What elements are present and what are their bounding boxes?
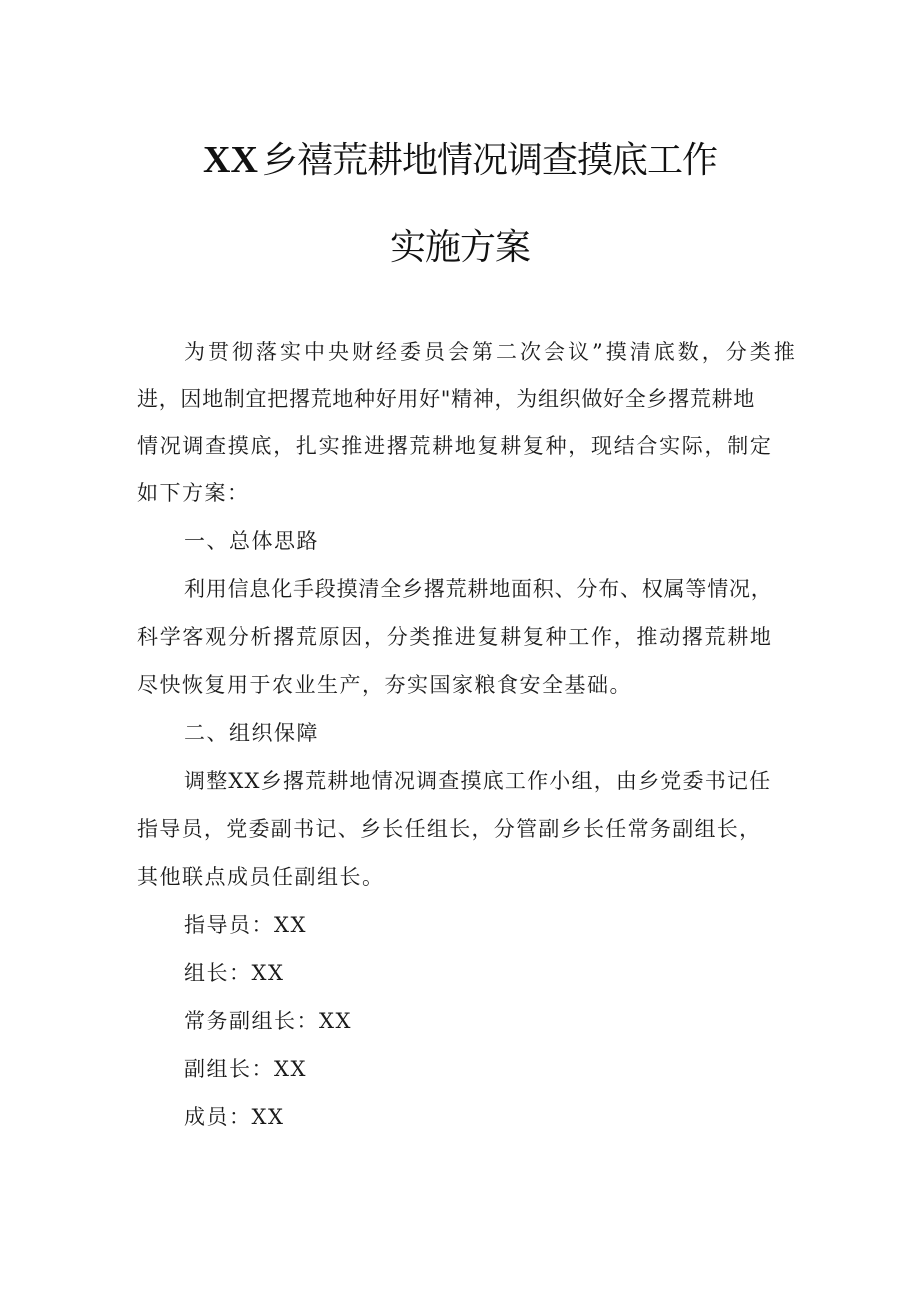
section-1-line-3: 尽快恢复用于农业生产，夯实国家粮食安全基础。 xyxy=(137,673,632,697)
section-1-line-2: 科学客观分析撂荒原因，分类推进复耕复种工作，推动撂荒耕地 xyxy=(137,625,773,649)
intro-line-1: 为贯彻落实中央财经委员会第二次会议”摸清底数，分类推 xyxy=(184,340,798,364)
role-member: 成员：XX xyxy=(184,1105,285,1129)
section-2-line-2: 指导员，党委副书记、乡长任组长，分管副乡长任常务副组长， xyxy=(137,817,762,841)
document-title-line-1 xyxy=(0,138,920,183)
intro-line-3: 情况调查摸底，扎实推进撂荒耕地复耕复种，现结合实际，制定 xyxy=(137,434,773,458)
section-2-heading: 二、组织保障 xyxy=(184,721,319,745)
section-2-line-1: 调整XX乡撂荒耕地情况调查摸底工作小组，由乡党委书记任 xyxy=(184,769,772,793)
role-instructor: 指导员：XX xyxy=(184,913,307,937)
role-executive-deputy: 常务副组长：XX xyxy=(184,1009,352,1033)
role-leader: 组长：XX xyxy=(184,961,285,985)
document-title-line-2: 实施方案 xyxy=(389,227,530,268)
intro-line-4: 如下方案： xyxy=(137,481,250,505)
section-1-heading: 一、总体思路 xyxy=(184,529,319,553)
intro-line-2: 进，因地制宜把撂荒地种好用好"精神，为组织做好全乡撂荒耕地 xyxy=(137,387,755,411)
section-1-line-1: 利用信息化手段摸清全乡撂荒耕地面积、分布、权属等情况， xyxy=(184,577,773,601)
role-deputy-leader: 副组长：XX xyxy=(184,1057,307,1081)
title-prefix: XX xyxy=(203,139,258,181)
section-2-line-3: 其他联点成员任副组长。 xyxy=(137,865,385,889)
title-line-1-text: 乡禧荒耕地情况调查摸底工作 xyxy=(261,140,717,181)
